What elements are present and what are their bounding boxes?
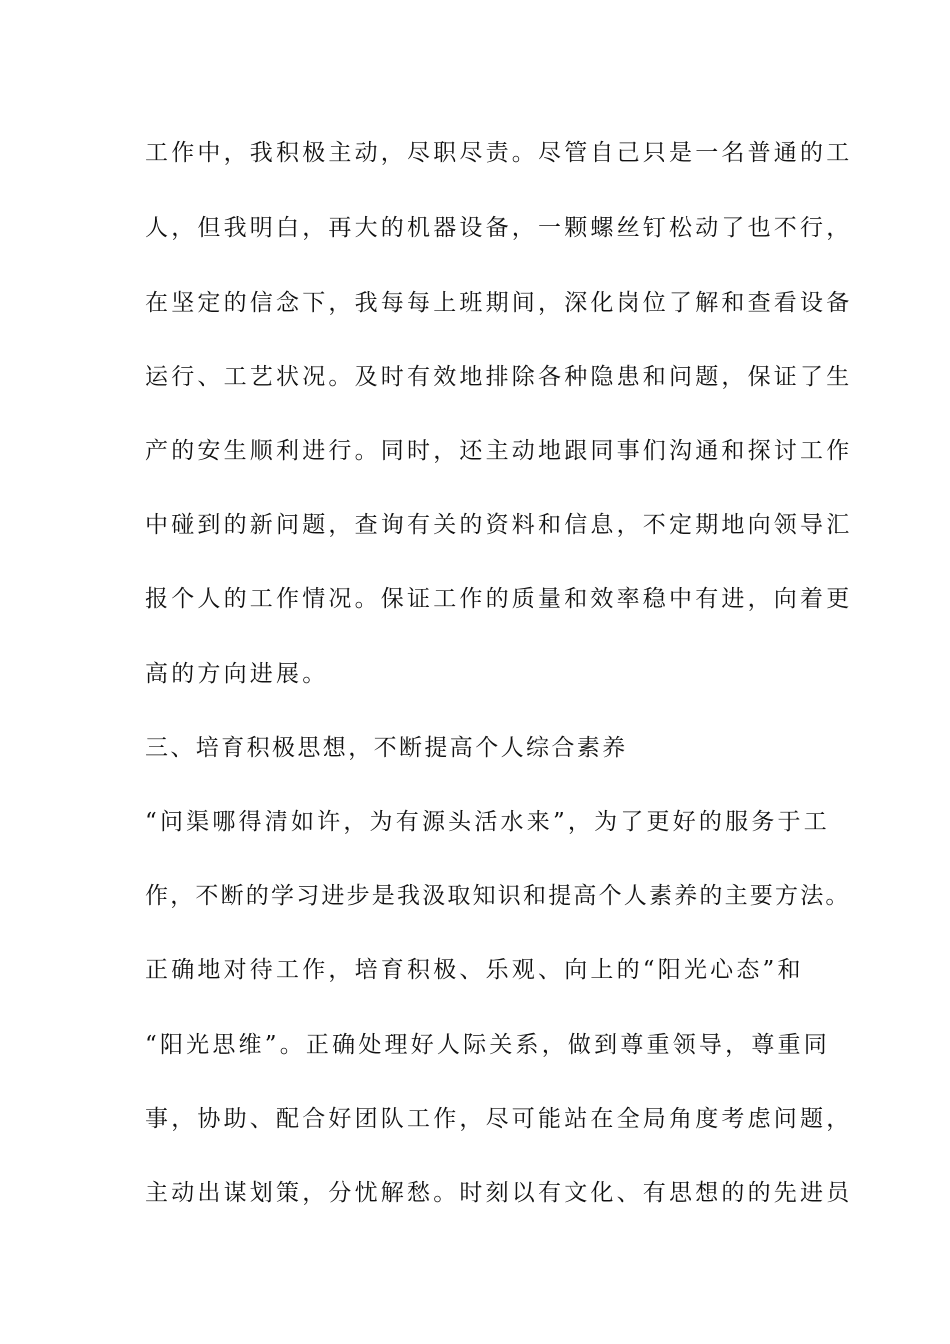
paragraph-line: 高的方向进展。 — [145, 661, 329, 687]
paragraph-line: 作，不断的学习进步是我汲取知识和提高个人素养的主要方法。 — [145, 883, 851, 909]
paragraph-line: 运行、工艺状况。及时有效地排除各种隐患和问题，保证了生 — [145, 364, 853, 390]
paragraph-line: 正确地对待工作，培育积极、乐观、向上的“阳光心态”和 — [145, 957, 804, 983]
paragraph-line: “阳光思维”。正确处理好人际关系，做到尊重领导，尊重同 — [145, 1032, 830, 1058]
paragraph-line: 主动出谋划策，分忧解愁。时刻以有文化、有思想的的先进员 — [145, 1180, 853, 1206]
paragraph-line: 工作中，我积极主动，尽职尽责。尽管自己只是一名普通的工 — [145, 140, 853, 166]
paragraph-line: “问渠哪得清如许，为有源头活水来”，为了更好的服务于工 — [145, 809, 830, 835]
paragraph-line: 在坚定的信念下，我每每上班期间，深化岗位了解和查看设备 — [145, 290, 853, 316]
paragraph-line: 报个人的工作情况。保证工作的质量和效率稳中有进，向着更 — [145, 586, 853, 612]
paragraph-line: 中碰到的新问题，查询有关的资料和信息，不定期地向领导汇 — [145, 512, 853, 538]
section-heading: 三、培育积极思想，不断提高个人综合素养 — [145, 735, 628, 761]
paragraph-line: 事，协助、配合好团队工作，尽可能站在全局角度考虑问题， — [145, 1106, 853, 1132]
paragraph-line: 产的安生顺利进行。同时，还主动地跟同事们沟通和探讨工作 — [145, 438, 853, 464]
paragraph-line: 人，但我明白，再大的机器设备，一颗螺丝钉松动了也不行， — [145, 215, 853, 241]
